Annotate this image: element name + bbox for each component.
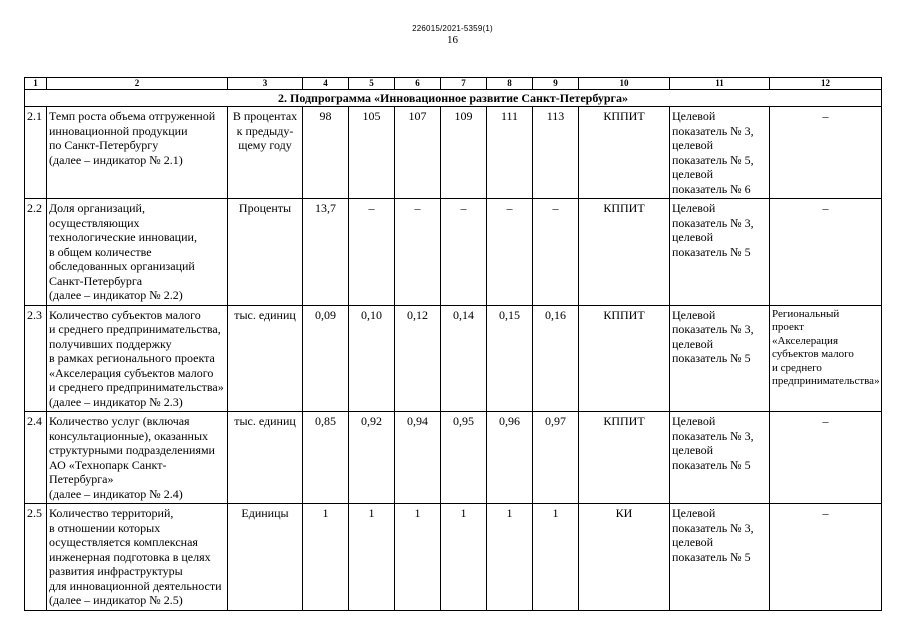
unit: тыс. единиц xyxy=(228,305,303,412)
value-col-7: 1 xyxy=(441,504,487,611)
column-number: 4 xyxy=(303,78,349,90)
target-indicators: Целевой показатель № 3, целевой показатель № 5 xyxy=(670,504,770,611)
note: – xyxy=(770,412,882,504)
value-col-9: 1 xyxy=(533,504,579,611)
unit: В процентах к предыду- щему году xyxy=(228,107,303,199)
note: Региональный проект «Акселерация субъектов малого и среднего предпринимательства» xyxy=(770,305,882,412)
indicator-name: Темп роста объема отгруженной инновационной продукции по Санкт-Петербургу (далее – индикатор № 2.1) xyxy=(47,107,228,199)
unit: Проценты xyxy=(228,199,303,306)
source: КППИТ xyxy=(579,199,670,306)
table-row xyxy=(25,107,882,199)
value-col-4: 0,09 xyxy=(303,305,349,412)
value-col-6: – xyxy=(395,199,441,306)
value-col-4: 0,85 xyxy=(303,412,349,504)
indicator-name: Количество услуг (включая консультационные), оказанных структурными подразделениями АО «Технопарк Санкт-Петербурга» (далее – индикатор № 2.4) xyxy=(47,412,228,504)
table-row xyxy=(25,504,882,611)
row-number: 2.1 xyxy=(25,107,47,199)
indicator-name: Доля организаций, осуществляющих технологические инновации, в общем количестве обследованных организаций Санкт-Петербурга (далее – индикатор № 2.2) xyxy=(47,199,228,306)
value-col-9: 0,16 xyxy=(533,305,579,412)
column-number: 10 xyxy=(579,78,670,90)
value-col-5: 105 xyxy=(349,107,395,199)
value-col-6: 0,12 xyxy=(395,305,441,412)
value-col-8: 0,96 xyxy=(487,412,533,504)
target-indicators: Целевой показатель № 3, целевой показатель № 5 xyxy=(670,305,770,412)
unit: тыс. единиц xyxy=(228,412,303,504)
value-col-4: 13,7 xyxy=(303,199,349,306)
table-row xyxy=(25,305,882,412)
note: – xyxy=(770,504,882,611)
section-title: 2. Подпрограмма «Инновационное развитие Санкт-Петербурга» xyxy=(25,90,882,107)
source: КИ xyxy=(579,504,670,611)
section-header-row xyxy=(25,90,882,107)
value-col-6: 107 xyxy=(395,107,441,199)
column-number: 11 xyxy=(670,78,770,90)
note: – xyxy=(770,107,882,199)
column-number: 1 xyxy=(25,78,47,90)
target-indicators: Целевой показатель № 3, целевой показатель № 5 xyxy=(670,412,770,504)
value-col-4: 1 xyxy=(303,504,349,611)
column-number: 2 xyxy=(47,78,228,90)
column-number: 6 xyxy=(395,78,441,90)
value-col-7: 0,14 xyxy=(441,305,487,412)
document-number: 226015/2021-5359(1) xyxy=(412,24,493,33)
table-row xyxy=(25,199,882,306)
value-col-6: 0,94 xyxy=(395,412,441,504)
row-number: 2.5 xyxy=(25,504,47,611)
column-number: 9 xyxy=(533,78,579,90)
value-col-5: 0,10 xyxy=(349,305,395,412)
column-number: 5 xyxy=(349,78,395,90)
target-indicators: Целевой показатель № 3, целевой показатель № 5 xyxy=(670,199,770,306)
value-col-8: – xyxy=(487,199,533,306)
target-indicators: Целевой показатель № 3, целевой показатель № 5, целевой показатель № 6 xyxy=(670,107,770,199)
value-col-5: 1 xyxy=(349,504,395,611)
value-col-7: 0,95 xyxy=(441,412,487,504)
row-number: 2.2 xyxy=(25,199,47,306)
value-col-7: 109 xyxy=(441,107,487,199)
column-number: 3 xyxy=(228,78,303,90)
value-col-9: – xyxy=(533,199,579,306)
column-number: 7 xyxy=(441,78,487,90)
value-col-8: 0,15 xyxy=(487,305,533,412)
row-number: 2.3 xyxy=(25,305,47,412)
source: КППИТ xyxy=(579,107,670,199)
value-col-7: – xyxy=(441,199,487,306)
value-col-9: 0,97 xyxy=(533,412,579,504)
note: – xyxy=(770,199,882,306)
value-col-8: 1 xyxy=(487,504,533,611)
row-number: 2.4 xyxy=(25,412,47,504)
column-number-row xyxy=(25,78,882,90)
page-number: 16 xyxy=(447,34,458,46)
indicator-name: Количество субъектов малого и среднего предпринимательства, получивших поддержку в рамках регионального проекта «Акселерация субъектов малого и среднего предпринимательства» (далее – индикатор № 2.3) xyxy=(47,305,228,412)
source: КППИТ xyxy=(579,412,670,504)
table-row xyxy=(25,412,882,504)
column-number: 8 xyxy=(487,78,533,90)
unit: Единицы xyxy=(228,504,303,611)
value-col-6: 1 xyxy=(395,504,441,611)
value-col-5: 0,92 xyxy=(349,412,395,504)
source: КППИТ xyxy=(579,305,670,412)
value-col-9: 113 xyxy=(533,107,579,199)
indicator-name: Количество территорий, в отношении которых осуществляется комплексная инженерная подготовка в целях развития инфраструктуры для инновационной деятельности (далее – индикатор № 2.5) xyxy=(47,504,228,611)
indicators-table xyxy=(24,77,882,611)
column-number: 12 xyxy=(770,78,882,90)
value-col-8: 111 xyxy=(487,107,533,199)
value-col-4: 98 xyxy=(303,107,349,199)
value-col-5: – xyxy=(349,199,395,306)
